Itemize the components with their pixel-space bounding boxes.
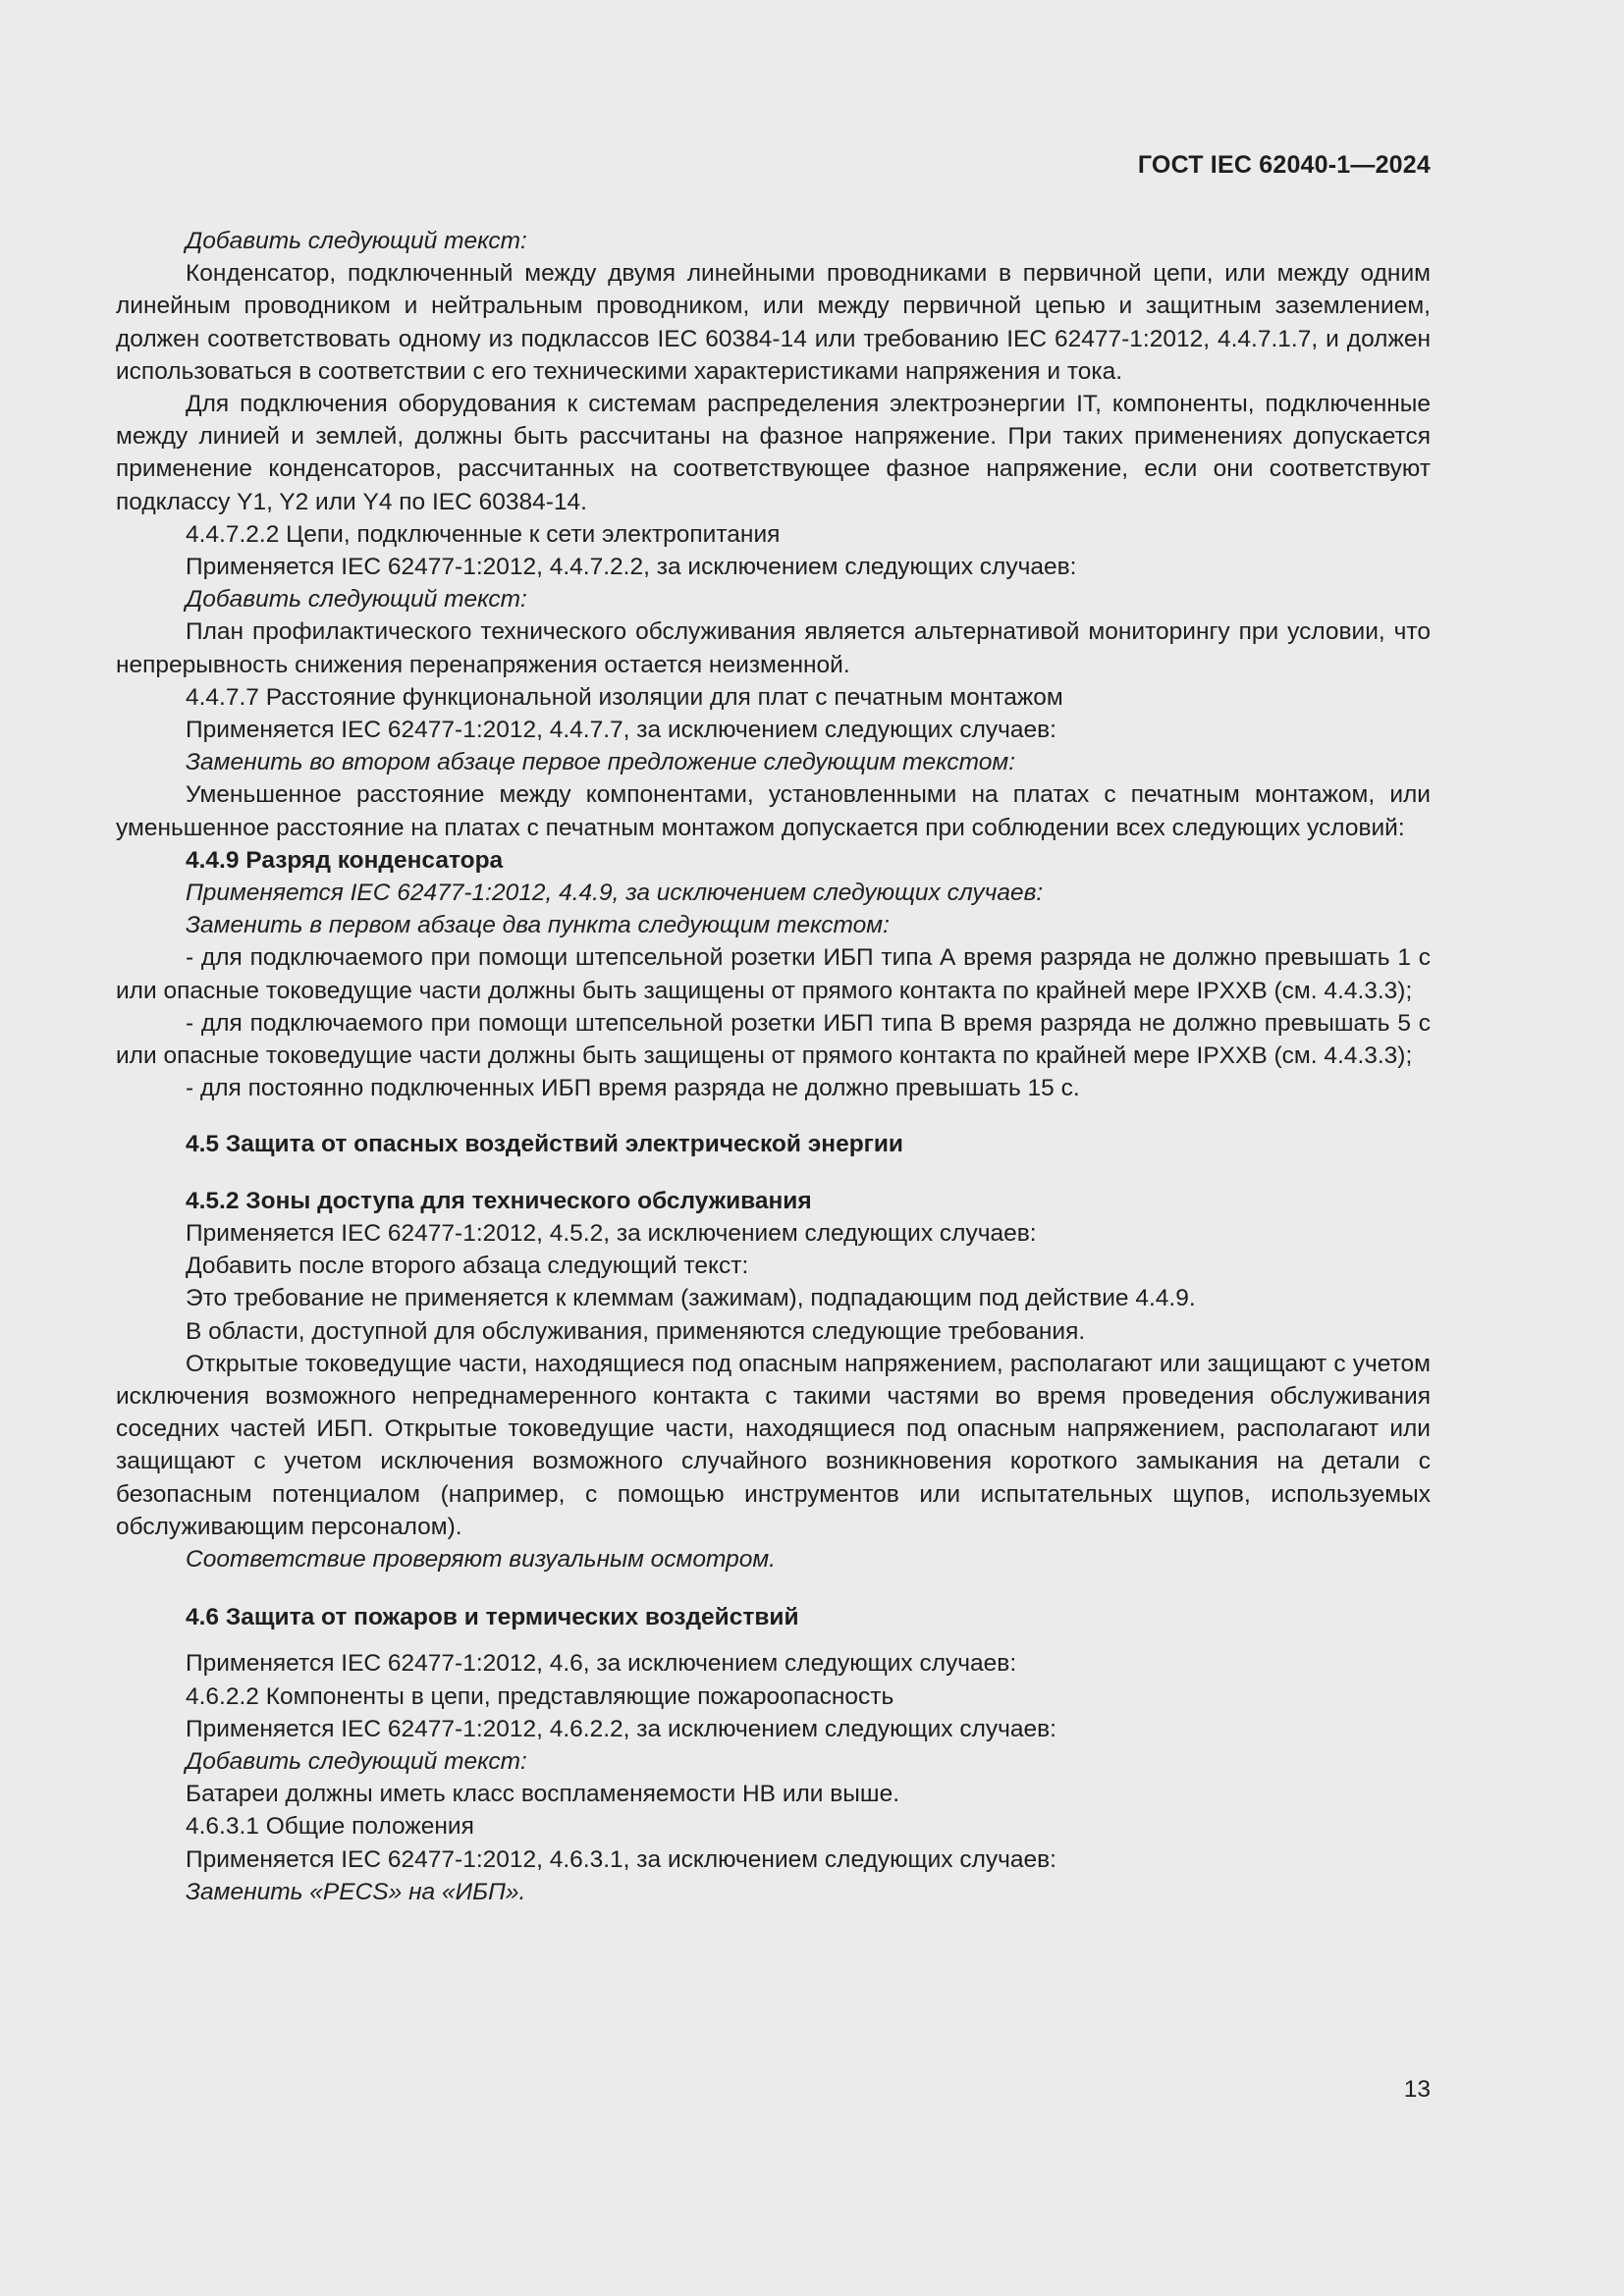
body-paragraph: Применяется IEC 62477-1:2012, 4.5.2, за исключением следующих случаев: (186, 1219, 1037, 1247)
instruction-text: Добавить следующий текст: (186, 1747, 527, 1775)
clause-title: 4.6.3.1 Общие положения (186, 1813, 474, 1841)
body-paragraph: Добавить после второго абзаца следующий текст: (186, 1253, 749, 1280)
body-paragraph: Для подключения оборудования к системам распределения электроэнергии IT, компоненты, подключенные между линией и землей, должны быть рассчитаны на фазное напряжение. При таких применениях допускается применение конденсаторов, рассчитанных на соответствующее фазное напряжение, если они соответствуют подклассу Y1, Y2 или Y4 по IEC 60384-14. (116, 391, 1431, 515)
instruction-text: Заменить «PECS» на «ИБП». (186, 1878, 526, 1905)
section-heading: 4.5.2 Зоны доступа для технического обслуживания (186, 1187, 812, 1214)
section-heading: 4.4.9 Разряд конденсатора (186, 846, 504, 874)
list-item: - для подключаемого при помощи штепсельной розетки ИБП типа А время разряда не должно превышать 1 с или опасные токоведущие части должны быть защищены от прямого контакта по крайней мере IPXXB (см. 4.4.3.3); (116, 944, 1431, 1004)
body-paragraph: Применяется IEC 62477-1:2012, 4.6, за исключением следующих случаев: (186, 1650, 1017, 1678)
body-paragraph: В области, доступной для обслуживания, применяются следующие требования. (186, 1317, 1086, 1345)
body-paragraph: План профилактического технического обслуживания является альтернативой мониторингу при условии, что непрерывность снижения перенапряжения остается неизменной. (116, 618, 1431, 678)
body-paragraph: Уменьшенное расстояние между компонентами, установленными на платах с печатным монтажом, или уменьшенное расстояние на платах с печатным монтажом допускается при соблюдении всех следующих условий: (116, 781, 1431, 841)
section-heading: 4.6 Защита от пожаров и термических воздействий (186, 1604, 799, 1631)
instruction-text: Заменить в первом абзаце два пункта следующим текстом: (186, 912, 890, 939)
instruction-text: Применяется IEC 62477-1:2012, 4.4.9, за исключением следующих случаев: (186, 880, 1044, 907)
list-item: - для подключаемого при помощи штепсельной розетки ИБП типа В время разряда не должно превышать 5 с или опасные токоведущие части должны быть защищены от прямого контакта по крайней мере IPXXB (см. 4.4.3.3); (116, 1009, 1431, 1070)
body-paragraph: Это требование не применяется к клеммам (зажимам), подпадающим под действие 4.4.9. (186, 1285, 1196, 1312)
instruction-text: Соответствие проверяют визуальным осмотром. (186, 1545, 776, 1573)
clause-title: 4.4.7.2.2 Цепи, подключенные к сети электропитания (186, 520, 781, 548)
section-heading: 4.5 Защита от опасных воздействий электрической энергии (186, 1131, 903, 1158)
document-header: ГОСТ IEC 62040-1—2024 (1137, 151, 1431, 179)
body-paragraph: Батареи должны иметь класс воспламеняемости HB или выше. (186, 1781, 900, 1808)
body-paragraph: Применяется IEC 62477-1:2012, 4.6.2.2, за исключением следующих случаев: (186, 1715, 1056, 1742)
body-paragraph: Применяется IEC 62477-1:2012, 4.4.7.7, за исключением следующих случаев: (186, 717, 1056, 744)
body-paragraph: Конденсатор, подключенный между двумя линейными проводниками в первичной цепи, или между одним линейным проводником и нейтральным проводником, или между первичной цепью и защитным заземлением, должен соответствовать одному из подклассов IEC 60384-14 или требованию IEC 62477-1:2012, 4.4.7.1.7, и должен использоваться в соответствии с его техническими характеристиками напряжения и тока. (116, 260, 1431, 385)
instruction-text: Добавить следующий текст: (186, 228, 527, 254)
body-paragraph: Применяется IEC 62477-1:2012, 4.4.7.2.2, за исключением следующих случаев: (186, 554, 1077, 581)
document-body (116, 225, 1431, 1908)
clause-title: 4.6.2.2 Компоненты в цепи, представляющие пожароопасность (186, 1682, 894, 1710)
instruction-text: Заменить во втором абзаце первое предложение следующим текстом: (186, 749, 1016, 776)
body-paragraph: Открытые токоведущие части, находящиеся под опасным напряжением, располагают или защищают с учетом исключения возможного непреднамеренного контакта с такими частями во время проведения обслуживания соседних частей ИБП. Открытые токоведущие части, находящиеся под опасным напряжением, располагают или защищают с учетом исключения возможного случайного возникновения короткого замыкания на детали с безопасным потенциалом (например, с помощью инструментов или испытательных щупов, используемых обслуживающим персоналом). (116, 1350, 1431, 1540)
list-item: - для постоянно подключенных ИБП время разряда не должно превышать 15 с. (186, 1075, 1080, 1102)
body-paragraph: Применяется IEC 62477-1:2012, 4.6.3.1, за исключением следующих случаев: (186, 1845, 1056, 1873)
instruction-text: Добавить следующий текст: (186, 586, 527, 614)
clause-title: 4.4.7.7 Расстояние функциональной изоляции для плат с печатным монтажом (186, 683, 1063, 711)
page-number: 13 (1403, 2076, 1431, 2103)
